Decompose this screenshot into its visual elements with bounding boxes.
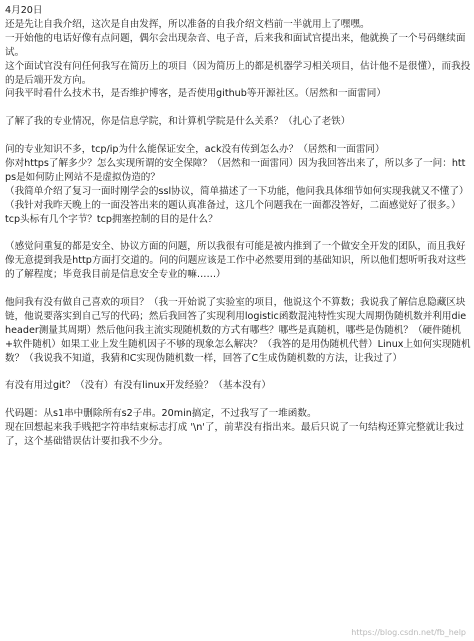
- paragraph-resume-projects: 这个面试官没有问任何我写在简历上的项目（因为简历上的都是机器学习相关项目，估计他不是很懂），而我投的是后端开发方向。: [5, 60, 471, 86]
- paragraph-self-intro: 还是先让自我介绍，这次是自由发挥，所以准备的自我介绍文档前一半就用上了嘿嘿。: [5, 18, 370, 30]
- paragraph-spacer: [5, 393, 471, 407]
- paragraph-major: 了解了我的专业情况，你是信息学院，和计算机学院是什么关系？（扎心了老铁）: [5, 116, 351, 128]
- paragraph-phone-issue: 一开始他的电话好像有点问题，偶尔会出现杂音、电子音，后来我和面试官提出来，他就换了一个号码继续面试。: [5, 32, 466, 58]
- paragraph-coding-task: 代码题：从s1串中删除所有s2子串。20min搞定，不过我写了一堆函数。: [5, 408, 317, 420]
- paragraph-security-team: （感觉问重复的都是安全、协议方面的问题，所以我很有可能是被内推到了一个做安全开发的团队，而且我好像无意提到我是http方面打交道的。问的问题应该是工作中必然要用到的基础知识，所以他们想听听我对这些的了解程度；毕竟我目前是信息安全专业的嘛……）: [5, 241, 467, 281]
- paragraph-reflection: 现在回想起来我手贱把字符串结束标志打成 '\n'了，前辈没有指出来。最后只说了一句结构还算完整就让我过了，这个基础错误估计要扣我不少分。: [5, 422, 464, 447]
- paragraph-spacer: [5, 129, 471, 143]
- date-heading: 4月20日: [5, 5, 43, 16]
- interview-notes-document: [5, 4, 471, 449]
- paragraph-tech-books: 问我平时看什么技术书，是否维护博客，是否使用github等开源社区。（居然和一面雷同）: [5, 88, 386, 100]
- paragraph-preparation: （我针对我昨天晚上的一面没答出来的题认真准备过，这几个问题我在一面都没答好，二面感觉好了很多。）: [5, 199, 461, 211]
- paragraph-spacer: [5, 366, 471, 380]
- paragraph-tcp-header: tcp头标有几个字节？tcp拥塞控制的目的是什么？: [5, 213, 218, 225]
- paragraph-tcp-ip: 问的专业知识不多，tcp/ip为什么能保证安全，ack没有传到怎么办？（居然和一面雷同）: [5, 144, 385, 156]
- blog-watermark: https://blog.csdn.net/fb_help: [351, 628, 466, 637]
- paragraph-https: 你对https了解多少？怎么实现所谓的安全保障？（居然和一面雷同）因为我回答出来了，所以多了一问：https是如何防止网站不是虚拟伪造的？: [5, 157, 466, 183]
- paragraph-ssl: （我简单介绍了复习一面时刚学会的ssl协议，简单描述了一下功能，他问我具体细节如何实现我就又不懂了）: [5, 185, 469, 197]
- paragraph-spacer: [5, 226, 471, 240]
- paragraph-spacer: [5, 101, 471, 115]
- paragraph-git-linux: 有没有用过git？（没有）有没有linux开发经验？（基本没有）: [5, 380, 271, 392]
- paragraph-projects-random: 他问我有没有做自己喜欢的项目？（我一开始说了实验室的项目，他说这个不算数；我说我了解信息隐藏区块链，他说要落实到自己写的代码；然后我回答了实现利用logistic函数混沌特性实现大周期伪随机数并利用dieheader测量其周期）然后他问我主流实现随机数的方式有哪些？哪些是真随机，哪些是伪随机？（硬件随机+软件随机）如果工业上发生随机因子不够的现象怎么解决？（我答的是用伪随机代替）Linux上如何实现随机数？（我说我不知道，我猜和C实现伪随机数一样，回答了C生成伪随机数的方法，让我过了）: [5, 296, 471, 364]
- paragraph-spacer: [5, 282, 471, 296]
